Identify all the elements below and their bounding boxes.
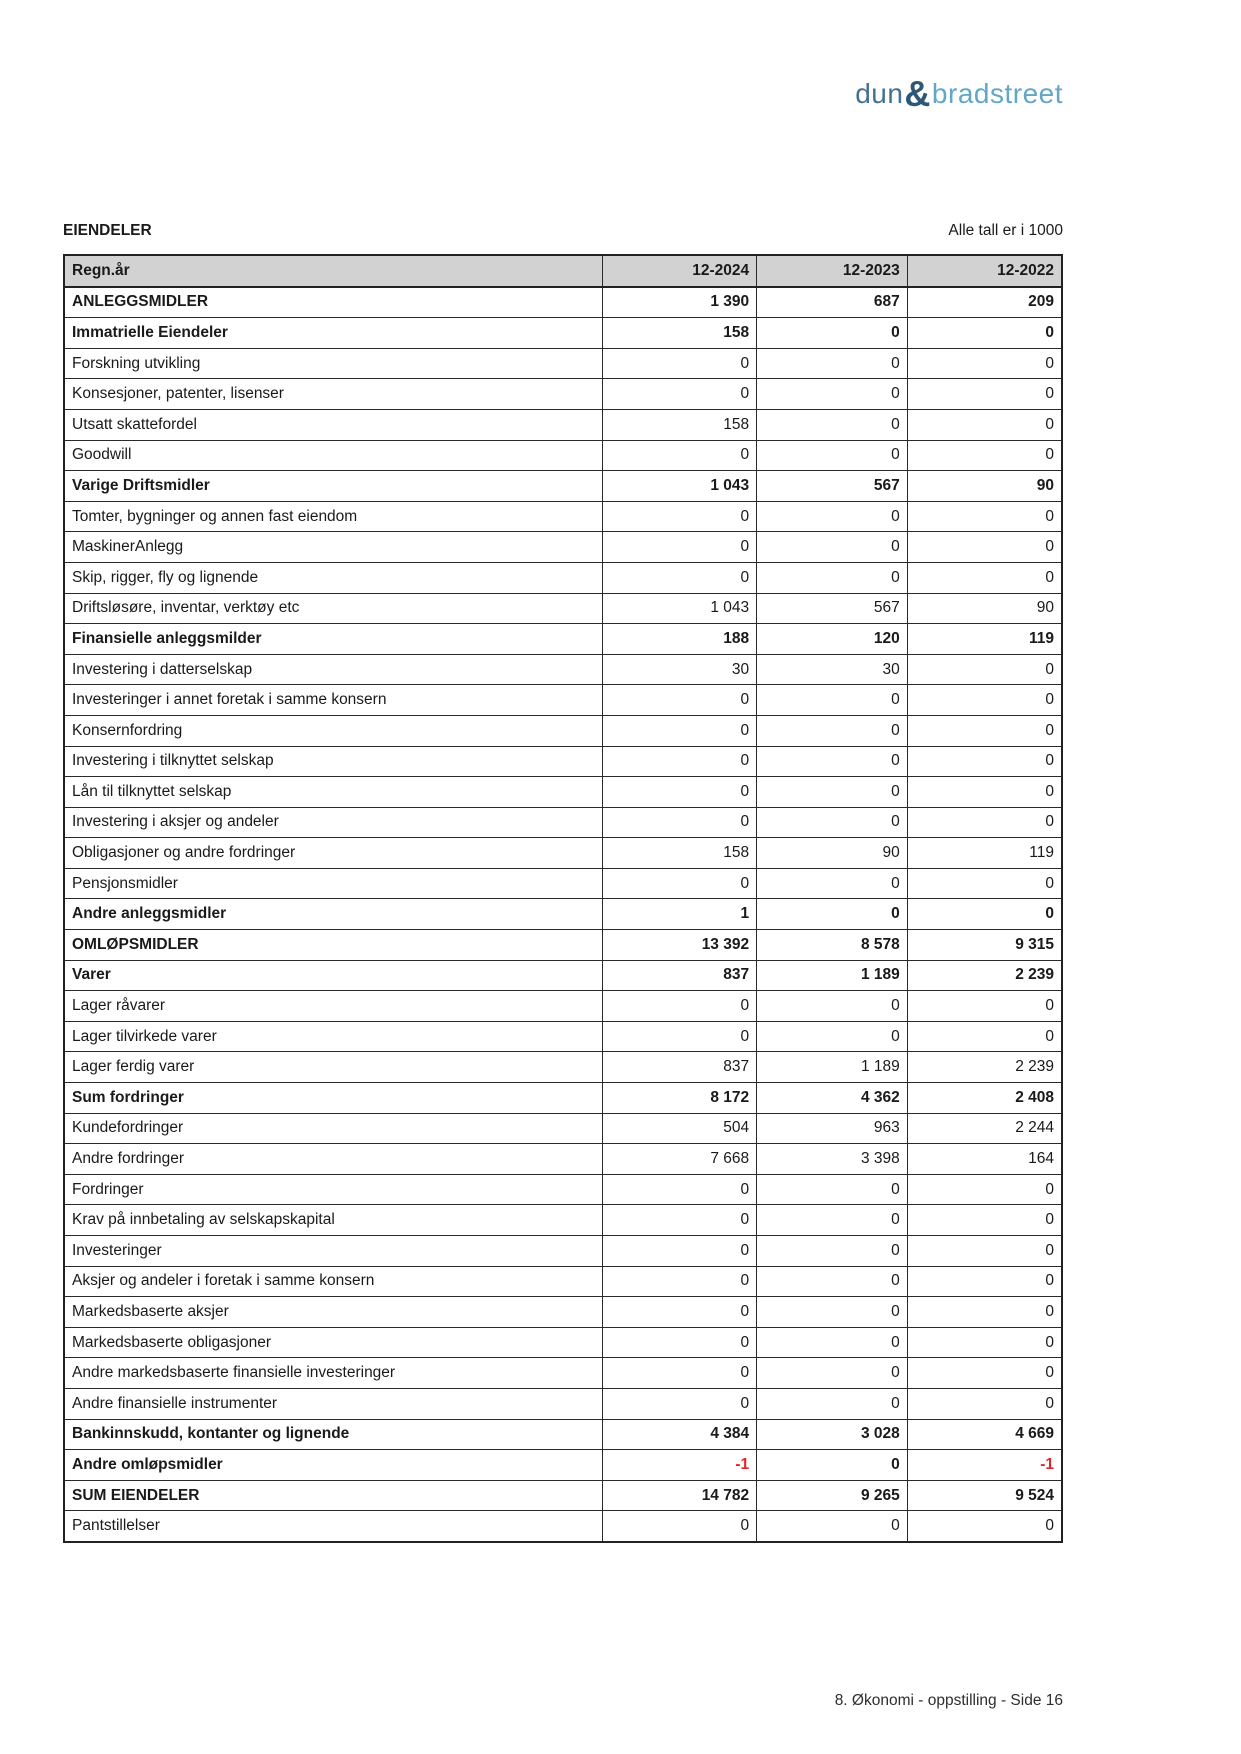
value-cell: 0: [907, 899, 1062, 930]
value-cell: 0: [757, 1266, 908, 1297]
value-cell: 1 390: [603, 287, 757, 318]
value-cell: 0: [603, 1297, 757, 1328]
value-cell: 0: [757, 685, 908, 716]
value-cell: 0: [603, 1327, 757, 1358]
value-cell: 0: [603, 1236, 757, 1267]
table-row: [64, 1083, 1062, 1114]
value-cell: 0: [603, 532, 757, 563]
row-label-cell: Markedsbaserte aksjer: [64, 1297, 603, 1328]
table-row: [64, 1450, 1062, 1481]
value-cell: 0: [603, 348, 757, 379]
table-row: [64, 1236, 1062, 1267]
value-cell: 0: [603, 562, 757, 593]
value-cell: 0: [757, 440, 908, 471]
value-cell: 158: [603, 838, 757, 869]
value-cell: 0: [757, 409, 908, 440]
value-cell: 0: [907, 868, 1062, 899]
row-label-cell: Pensjonsmidler: [64, 868, 603, 899]
row-label-cell: Andre markedsbaserte finansielle investeringer: [64, 1358, 603, 1389]
value-cell: 0: [907, 501, 1062, 532]
table-row: [64, 1327, 1062, 1358]
table-row: [64, 379, 1062, 410]
column-header: 12-2022: [907, 255, 1062, 287]
value-cell: 567: [757, 471, 908, 502]
value-cell: 0: [603, 868, 757, 899]
row-label-cell: Andre fordringer: [64, 1144, 603, 1175]
table-row: [64, 838, 1062, 869]
row-label-cell: SUM EIENDELER: [64, 1480, 603, 1511]
table-row: [64, 899, 1062, 930]
value-cell: 1: [603, 899, 757, 930]
value-cell: 0: [907, 1021, 1062, 1052]
value-cell: 9 315: [907, 930, 1062, 961]
value-cell: 90: [907, 471, 1062, 502]
table-row: [64, 960, 1062, 991]
value-cell: 963: [757, 1113, 908, 1144]
value-cell: 0: [907, 715, 1062, 746]
value-cell: 90: [907, 593, 1062, 624]
row-label-cell: Aksjer og andeler i foretak i samme konsern: [64, 1266, 603, 1297]
value-cell: 0: [757, 807, 908, 838]
row-label-cell: OMLØPSMIDLER: [64, 930, 603, 961]
table-row: [64, 654, 1062, 685]
value-cell: 0: [603, 685, 757, 716]
table-row: [64, 1358, 1062, 1389]
value-cell: 0: [907, 1358, 1062, 1389]
value-cell: 119: [907, 624, 1062, 655]
value-cell: 0: [907, 1388, 1062, 1419]
value-cell: 0: [603, 715, 757, 746]
value-cell: 0: [757, 777, 908, 808]
value-cell: 0: [603, 991, 757, 1022]
row-label-cell: Utsatt skattefordel: [64, 409, 603, 440]
column-header: 12-2023: [757, 255, 908, 287]
table-row: [64, 1297, 1062, 1328]
row-label-cell: Investeringer i annet foretak i samme konsern: [64, 685, 603, 716]
value-cell: 0: [757, 379, 908, 410]
logo-text-bradstreet: bradstreet: [931, 78, 1063, 109]
value-cell: 1 189: [757, 1052, 908, 1083]
value-cell: 2 239: [907, 960, 1062, 991]
value-cell: 0: [603, 440, 757, 471]
balance-sheet-table: [63, 254, 1063, 1543]
row-label-cell: ANLEGGSMIDLER: [64, 287, 603, 318]
value-cell: 0: [603, 807, 757, 838]
value-cell: 0: [603, 1388, 757, 1419]
page-title: EIENDELER: [63, 222, 152, 239]
row-label-cell: Varige Driftsmidler: [64, 471, 603, 502]
row-label-cell: Investering i aksjer og andeler: [64, 807, 603, 838]
value-cell: 0: [757, 318, 908, 349]
table-row: [64, 1021, 1062, 1052]
value-cell: 164: [907, 1144, 1062, 1175]
row-label-cell: Bankinnskudd, kontanter og lignende: [64, 1419, 603, 1450]
value-cell: 0: [907, 991, 1062, 1022]
value-cell: 120: [757, 624, 908, 655]
table-row: [64, 1113, 1062, 1144]
table-row: [64, 318, 1062, 349]
value-cell: 0: [603, 379, 757, 410]
value-cell: 0: [907, 777, 1062, 808]
value-cell: 158: [603, 409, 757, 440]
value-cell: 2 239: [907, 1052, 1062, 1083]
value-cell: 119: [907, 838, 1062, 869]
value-cell: 3 398: [757, 1144, 908, 1175]
value-cell: 1 189: [757, 960, 908, 991]
row-label-cell: Lager ferdig varer: [64, 1052, 603, 1083]
row-label-cell: Driftsløsøre, inventar, verktøy etc: [64, 593, 603, 624]
value-cell: 0: [907, 532, 1062, 563]
value-cell: 0: [603, 1021, 757, 1052]
value-cell: 8 172: [603, 1083, 757, 1114]
value-cell: 687: [757, 287, 908, 318]
table-row: [64, 532, 1062, 563]
row-label-cell: Lager råvarer: [64, 991, 603, 1022]
logo-text-dun: dun: [855, 78, 904, 109]
value-cell: 0: [757, 715, 908, 746]
row-label-cell: Obligasjoner og andre fordringer: [64, 838, 603, 869]
value-cell: 837: [603, 960, 757, 991]
value-cell: 4 362: [757, 1083, 908, 1114]
value-cell: 2 408: [907, 1083, 1062, 1114]
units-note: Alle tall er i 1000: [948, 222, 1063, 239]
row-label-cell: Andre finansielle instrumenter: [64, 1388, 603, 1419]
value-cell: 0: [603, 1174, 757, 1205]
table-row: [64, 777, 1062, 808]
page-footer: 8. Økonomi - oppstilling - Side 16: [834, 1692, 1063, 1709]
table-row: [64, 930, 1062, 961]
row-label-cell: Sum fordringer: [64, 1083, 603, 1114]
row-label-cell: Konsesjoner, patenter, lisenser: [64, 379, 603, 410]
row-label-cell: Goodwill: [64, 440, 603, 471]
value-cell: 0: [757, 868, 908, 899]
column-header: Regn.år: [64, 255, 603, 287]
value-cell: 0: [907, 318, 1062, 349]
row-label-cell: Pantstillelser: [64, 1511, 603, 1542]
value-cell: 0: [907, 685, 1062, 716]
value-cell: 0: [603, 777, 757, 808]
row-label-cell: Markedsbaserte obligasjoner: [64, 1327, 603, 1358]
value-cell: 0: [907, 440, 1062, 471]
value-cell: 4 669: [907, 1419, 1062, 1450]
row-label-cell: MaskinerAnlegg: [64, 532, 603, 563]
value-cell: -1: [603, 1450, 757, 1481]
row-label-cell: Kundefordringer: [64, 1113, 603, 1144]
row-label-cell: Varer: [64, 960, 603, 991]
row-label-cell: Konsernfordring: [64, 715, 603, 746]
value-cell: 0: [757, 1327, 908, 1358]
table-row: [64, 409, 1062, 440]
table-row: [64, 440, 1062, 471]
value-cell: 158: [603, 318, 757, 349]
value-cell: 837: [603, 1052, 757, 1083]
row-label-cell: Forskning utvikling: [64, 348, 603, 379]
table-row: [64, 471, 1062, 502]
value-cell: 30: [603, 654, 757, 685]
row-label-cell: Fordringer: [64, 1174, 603, 1205]
table-row: [64, 746, 1062, 777]
value-cell: 188: [603, 624, 757, 655]
value-cell: 0: [603, 1358, 757, 1389]
value-cell: 3 028: [757, 1419, 908, 1450]
value-cell: 90: [757, 838, 908, 869]
value-cell: 0: [757, 899, 908, 930]
table-row: [64, 1511, 1062, 1542]
value-cell: 0: [907, 1236, 1062, 1267]
value-cell: 0: [757, 532, 908, 563]
value-cell: 0: [907, 562, 1062, 593]
value-cell: 0: [757, 1388, 908, 1419]
value-cell: 1 043: [603, 593, 757, 624]
value-cell: 0: [757, 1021, 908, 1052]
table-row: [64, 807, 1062, 838]
value-cell: 1 043: [603, 471, 757, 502]
table-row: [64, 1419, 1062, 1450]
value-cell: 0: [907, 1205, 1062, 1236]
table-row: [64, 868, 1062, 899]
row-label-cell: Investering i datterselskap: [64, 654, 603, 685]
value-cell: 14 782: [603, 1480, 757, 1511]
table-row: [64, 1266, 1062, 1297]
value-cell: 209: [907, 287, 1062, 318]
table-row: [64, 1205, 1062, 1236]
logo-ampersand-icon: &: [904, 73, 931, 114]
value-cell: 2 244: [907, 1113, 1062, 1144]
table-row: [64, 501, 1062, 532]
row-label-cell: Andre omløpsmidler: [64, 1450, 603, 1481]
table-row: [64, 1052, 1062, 1083]
row-label-cell: Andre anleggsmidler: [64, 899, 603, 930]
value-cell: 0: [757, 1450, 908, 1481]
value-cell: 0: [603, 1266, 757, 1297]
row-label-cell: Finansielle anleggsmilder: [64, 624, 603, 655]
table-row: [64, 562, 1062, 593]
value-cell: 9 265: [757, 1480, 908, 1511]
value-cell: 0: [603, 501, 757, 532]
value-cell: 0: [907, 1511, 1062, 1542]
value-cell: 30: [757, 654, 908, 685]
value-cell: 8 578: [757, 930, 908, 961]
row-label-cell: Investeringer: [64, 1236, 603, 1267]
table-row: [64, 1174, 1062, 1205]
value-cell: 0: [907, 1327, 1062, 1358]
table-row: [64, 991, 1062, 1022]
value-cell: 7 668: [603, 1144, 757, 1175]
value-cell: 0: [757, 562, 908, 593]
value-cell: 0: [603, 1205, 757, 1236]
value-cell: 0: [757, 348, 908, 379]
value-cell: 567: [757, 593, 908, 624]
value-cell: 0: [757, 1511, 908, 1542]
table-row: [64, 1388, 1062, 1419]
value-cell: 0: [907, 746, 1062, 777]
value-cell: 0: [907, 379, 1062, 410]
row-label-cell: Investering i tilknyttet selskap: [64, 746, 603, 777]
table-row: [64, 685, 1062, 716]
dun-bradstreet-logo: [63, 70, 1063, 112]
table-row: [64, 287, 1062, 318]
value-cell: 0: [907, 1266, 1062, 1297]
value-cell: 0: [757, 746, 908, 777]
value-cell: 13 392: [603, 930, 757, 961]
value-cell: 0: [907, 409, 1062, 440]
row-label-cell: Tomter, bygninger og annen fast eiendom: [64, 501, 603, 532]
value-cell: 0: [603, 1511, 757, 1542]
table-header-row: [64, 255, 1062, 287]
row-label-cell: Lån til tilknyttet selskap: [64, 777, 603, 808]
value-cell: 0: [757, 1205, 908, 1236]
value-cell: 0: [907, 1174, 1062, 1205]
column-header: 12-2024: [603, 255, 757, 287]
row-label-cell: Lager tilvirkede varer: [64, 1021, 603, 1052]
table-row: [64, 715, 1062, 746]
value-cell: 0: [907, 1297, 1062, 1328]
value-cell: 4 384: [603, 1419, 757, 1450]
value-cell: 0: [603, 746, 757, 777]
value-cell: 0: [757, 1297, 908, 1328]
value-cell: 0: [757, 991, 908, 1022]
row-label-cell: Skip, rigger, fly og lignende: [64, 562, 603, 593]
value-cell: 0: [757, 1236, 908, 1267]
value-cell: 9 524: [907, 1480, 1062, 1511]
row-label-cell: Immatrielle Eiendeler: [64, 318, 603, 349]
row-label-cell: Krav på innbetaling av selskapskapital: [64, 1205, 603, 1236]
value-cell: 0: [757, 1358, 908, 1389]
table-row: [64, 348, 1062, 379]
table-body: [64, 287, 1062, 1542]
value-cell: 0: [907, 654, 1062, 685]
table-row: [64, 1480, 1062, 1511]
table-row: [64, 1144, 1062, 1175]
value-cell: 0: [757, 501, 908, 532]
value-cell: 0: [907, 807, 1062, 838]
value-cell: -1: [907, 1450, 1062, 1481]
table-row: [64, 624, 1062, 655]
table-row: [64, 593, 1062, 624]
value-cell: 504: [603, 1113, 757, 1144]
value-cell: 0: [907, 348, 1062, 379]
value-cell: 0: [757, 1174, 908, 1205]
title-bar: [63, 222, 1063, 240]
